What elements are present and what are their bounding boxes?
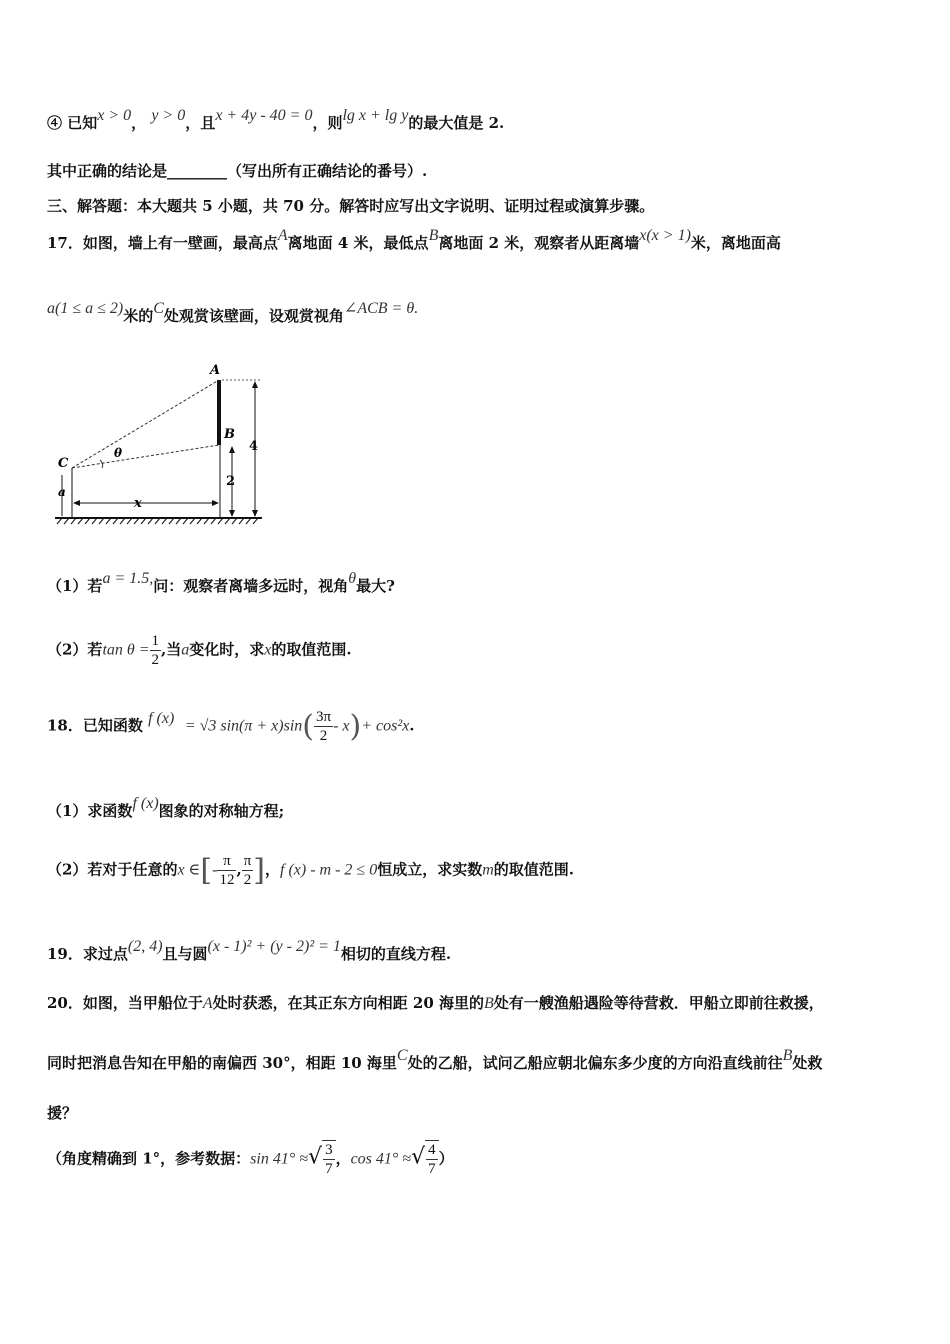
math: x(x > 1)	[639, 227, 691, 244]
sqrt-sign: √	[411, 1144, 426, 1170]
fill-blank-line: 其中正确的结论是________（写出所有正确结论的番号）.	[47, 162, 428, 180]
math: B	[782, 1047, 793, 1064]
sightline-ca	[72, 380, 219, 468]
den: 2	[319, 728, 328, 744]
label-a-height: a	[58, 485, 66, 499]
text: 18．已知函数	[47, 716, 143, 735]
text: ,当	[161, 640, 182, 659]
math: -	[212, 861, 218, 879]
label-2: 2	[226, 474, 236, 489]
math: C	[153, 300, 164, 317]
wall-painting-figure	[50, 360, 270, 530]
den: 7	[428, 1161, 436, 1177]
text: .	[409, 716, 415, 735]
q20-line1	[47, 992, 824, 1013]
text: 图象的对称轴方程;	[158, 802, 285, 820]
math: x	[264, 641, 272, 659]
sqrt-sign: √	[308, 1144, 323, 1170]
math: a	[181, 641, 190, 659]
text: ，	[264, 860, 280, 879]
text: 17．如图，墙上有一壁画，最高点	[47, 234, 278, 252]
text: 米，离地面高	[690, 234, 781, 252]
label-x-distance: x	[134, 496, 142, 511]
math: B	[428, 227, 439, 244]
math: cos 41° ≈	[350, 1150, 412, 1168]
label-c-point: C	[58, 456, 69, 471]
text: 20．如图，当甲船位于	[47, 994, 203, 1012]
fraction-pi-12	[217, 852, 236, 889]
text: 离地面 2 米，观察者从距离墙	[438, 234, 640, 252]
q17-part2	[47, 632, 352, 669]
den: 2	[151, 652, 160, 668]
math: (x - 1)² + (y - 2)² = 1	[207, 938, 341, 955]
fraction-pi-2	[242, 852, 254, 889]
q17-line2	[47, 300, 419, 326]
text: 离地面 4 米，最低点	[287, 234, 429, 252]
q18-part2: （2）若对于任意的x ∈[- $\frac{\pi}{12}$ , $\frac{\pi}{2}$ ]，f (x) - m - 2 ≤ 0恒成立，求实数m的取值范围.	[47, 853, 575, 888]
math: y > 0	[151, 107, 186, 124]
q18-statement	[47, 708, 414, 745]
math: x > 0	[97, 107, 132, 124]
q19-statement	[47, 938, 452, 964]
fraction-3pi-2	[314, 708, 333, 745]
num: 3π	[315, 709, 332, 725]
label-a-point: A	[210, 363, 221, 378]
text: （1）若	[47, 577, 103, 595]
q20-line4	[47, 1140, 454, 1178]
bracket: [	[200, 853, 213, 888]
math: a = 1.5,	[102, 570, 154, 587]
den: 2	[243, 872, 252, 888]
num: 3	[325, 1142, 333, 1158]
math: f (x)	[132, 795, 159, 812]
text: 处时获悉，在其正东方向相距 20 海里的	[212, 994, 484, 1012]
angle-arc	[100, 460, 103, 468]
text: ，则	[312, 114, 343, 132]
bracket: ]	[253, 853, 265, 888]
text: 处有一艘渔船遇险等待营救．甲船立即前往救援，	[493, 994, 824, 1012]
arrow-up	[252, 381, 258, 388]
label-4: 4	[249, 439, 259, 454]
math: sin 41° ≈	[250, 1150, 309, 1168]
text: 的取值范围.	[493, 860, 575, 879]
text: （1）求函数	[47, 802, 133, 820]
text: 处观赏该壁画，设观赏视角	[163, 307, 344, 325]
text: 处救	[792, 1054, 823, 1072]
num: π	[243, 853, 252, 869]
text: 同时把消息告知在甲船的南偏西 30°，相距 10 海里	[47, 1054, 397, 1072]
text: 且与圆	[162, 945, 208, 963]
arrow-up	[229, 446, 235, 453]
section-3-heading: 三、解答题：本大题共 5 小题，共 70 分。解答时应写出文字说明、证明过程或演算步骤。	[47, 197, 655, 215]
math: θ	[348, 570, 357, 587]
math: + cos²x	[361, 717, 410, 735]
q17-part1	[47, 570, 395, 596]
arrow-down	[252, 510, 258, 517]
text: 米的	[123, 307, 154, 325]
math: a(1 ≤ a ≤ 2)	[47, 300, 124, 317]
math: = √3 sin(π + x)sin	[184, 717, 303, 735]
text: 最大?	[356, 577, 395, 595]
arrow-down	[229, 510, 235, 517]
text: ，	[335, 1149, 351, 1168]
math: A	[277, 227, 288, 244]
q20-line2	[47, 1047, 823, 1073]
q18-part1	[47, 795, 285, 821]
math: x + 4y - 40 = 0	[215, 107, 313, 124]
num: 1	[151, 633, 160, 649]
q17-line1	[47, 227, 781, 253]
fraction-3-7	[323, 1141, 335, 1178]
math: x ∈	[177, 861, 201, 879]
text: （角度精确到 1°，参考数据：	[47, 1149, 251, 1168]
den: 12	[219, 872, 235, 888]
math: f (x)	[148, 709, 175, 727]
paren: (	[302, 709, 314, 744]
text: 问：观察者离墙多远时，视角	[153, 577, 349, 595]
arrow-right	[212, 500, 219, 506]
text: 变化时，求	[189, 640, 265, 659]
text: 恒成立，求实数	[377, 860, 483, 879]
math: m	[482, 861, 494, 879]
math: f (x) - m - 2 ≤ 0	[280, 861, 378, 879]
arrow-left	[73, 500, 80, 506]
math: A	[202, 995, 213, 1012]
label-b-point: B	[224, 427, 235, 442]
text: ，	[131, 114, 147, 132]
fraction-half	[150, 632, 162, 669]
q16-item4	[47, 107, 505, 133]
text: 相切的直线方程.	[340, 945, 452, 963]
q20-line3: 援？	[47, 1104, 78, 1122]
text: ，且	[185, 114, 216, 132]
math: (2, 4)	[127, 938, 163, 955]
math: lg x + lg y	[342, 107, 409, 124]
text: 19．求过点	[47, 945, 128, 963]
num: 4	[428, 1142, 436, 1158]
text: 的取值范围.	[271, 640, 352, 659]
text: 处的乙船，试问乙船应朝北偏东多少度的方向沿直线前往	[407, 1054, 783, 1072]
math: B	[483, 995, 494, 1012]
text: （2）若	[47, 640, 103, 659]
num: π	[217, 852, 236, 871]
fraction-4-7	[426, 1141, 438, 1178]
text: ④ 已知	[47, 114, 98, 132]
math: - x	[333, 717, 350, 735]
paren: )	[349, 709, 362, 744]
sightline-cb	[72, 445, 219, 468]
label-theta: θ	[114, 446, 123, 460]
text: ）	[438, 1149, 454, 1168]
math: tan θ =	[102, 641, 150, 659]
den: 7	[325, 1161, 333, 1177]
math: C	[396, 1047, 408, 1064]
text: 的最大值是 2.	[408, 114, 505, 132]
math: ∠ACB = θ.	[343, 300, 419, 317]
text: （2）若对于任意的	[47, 860, 178, 879]
